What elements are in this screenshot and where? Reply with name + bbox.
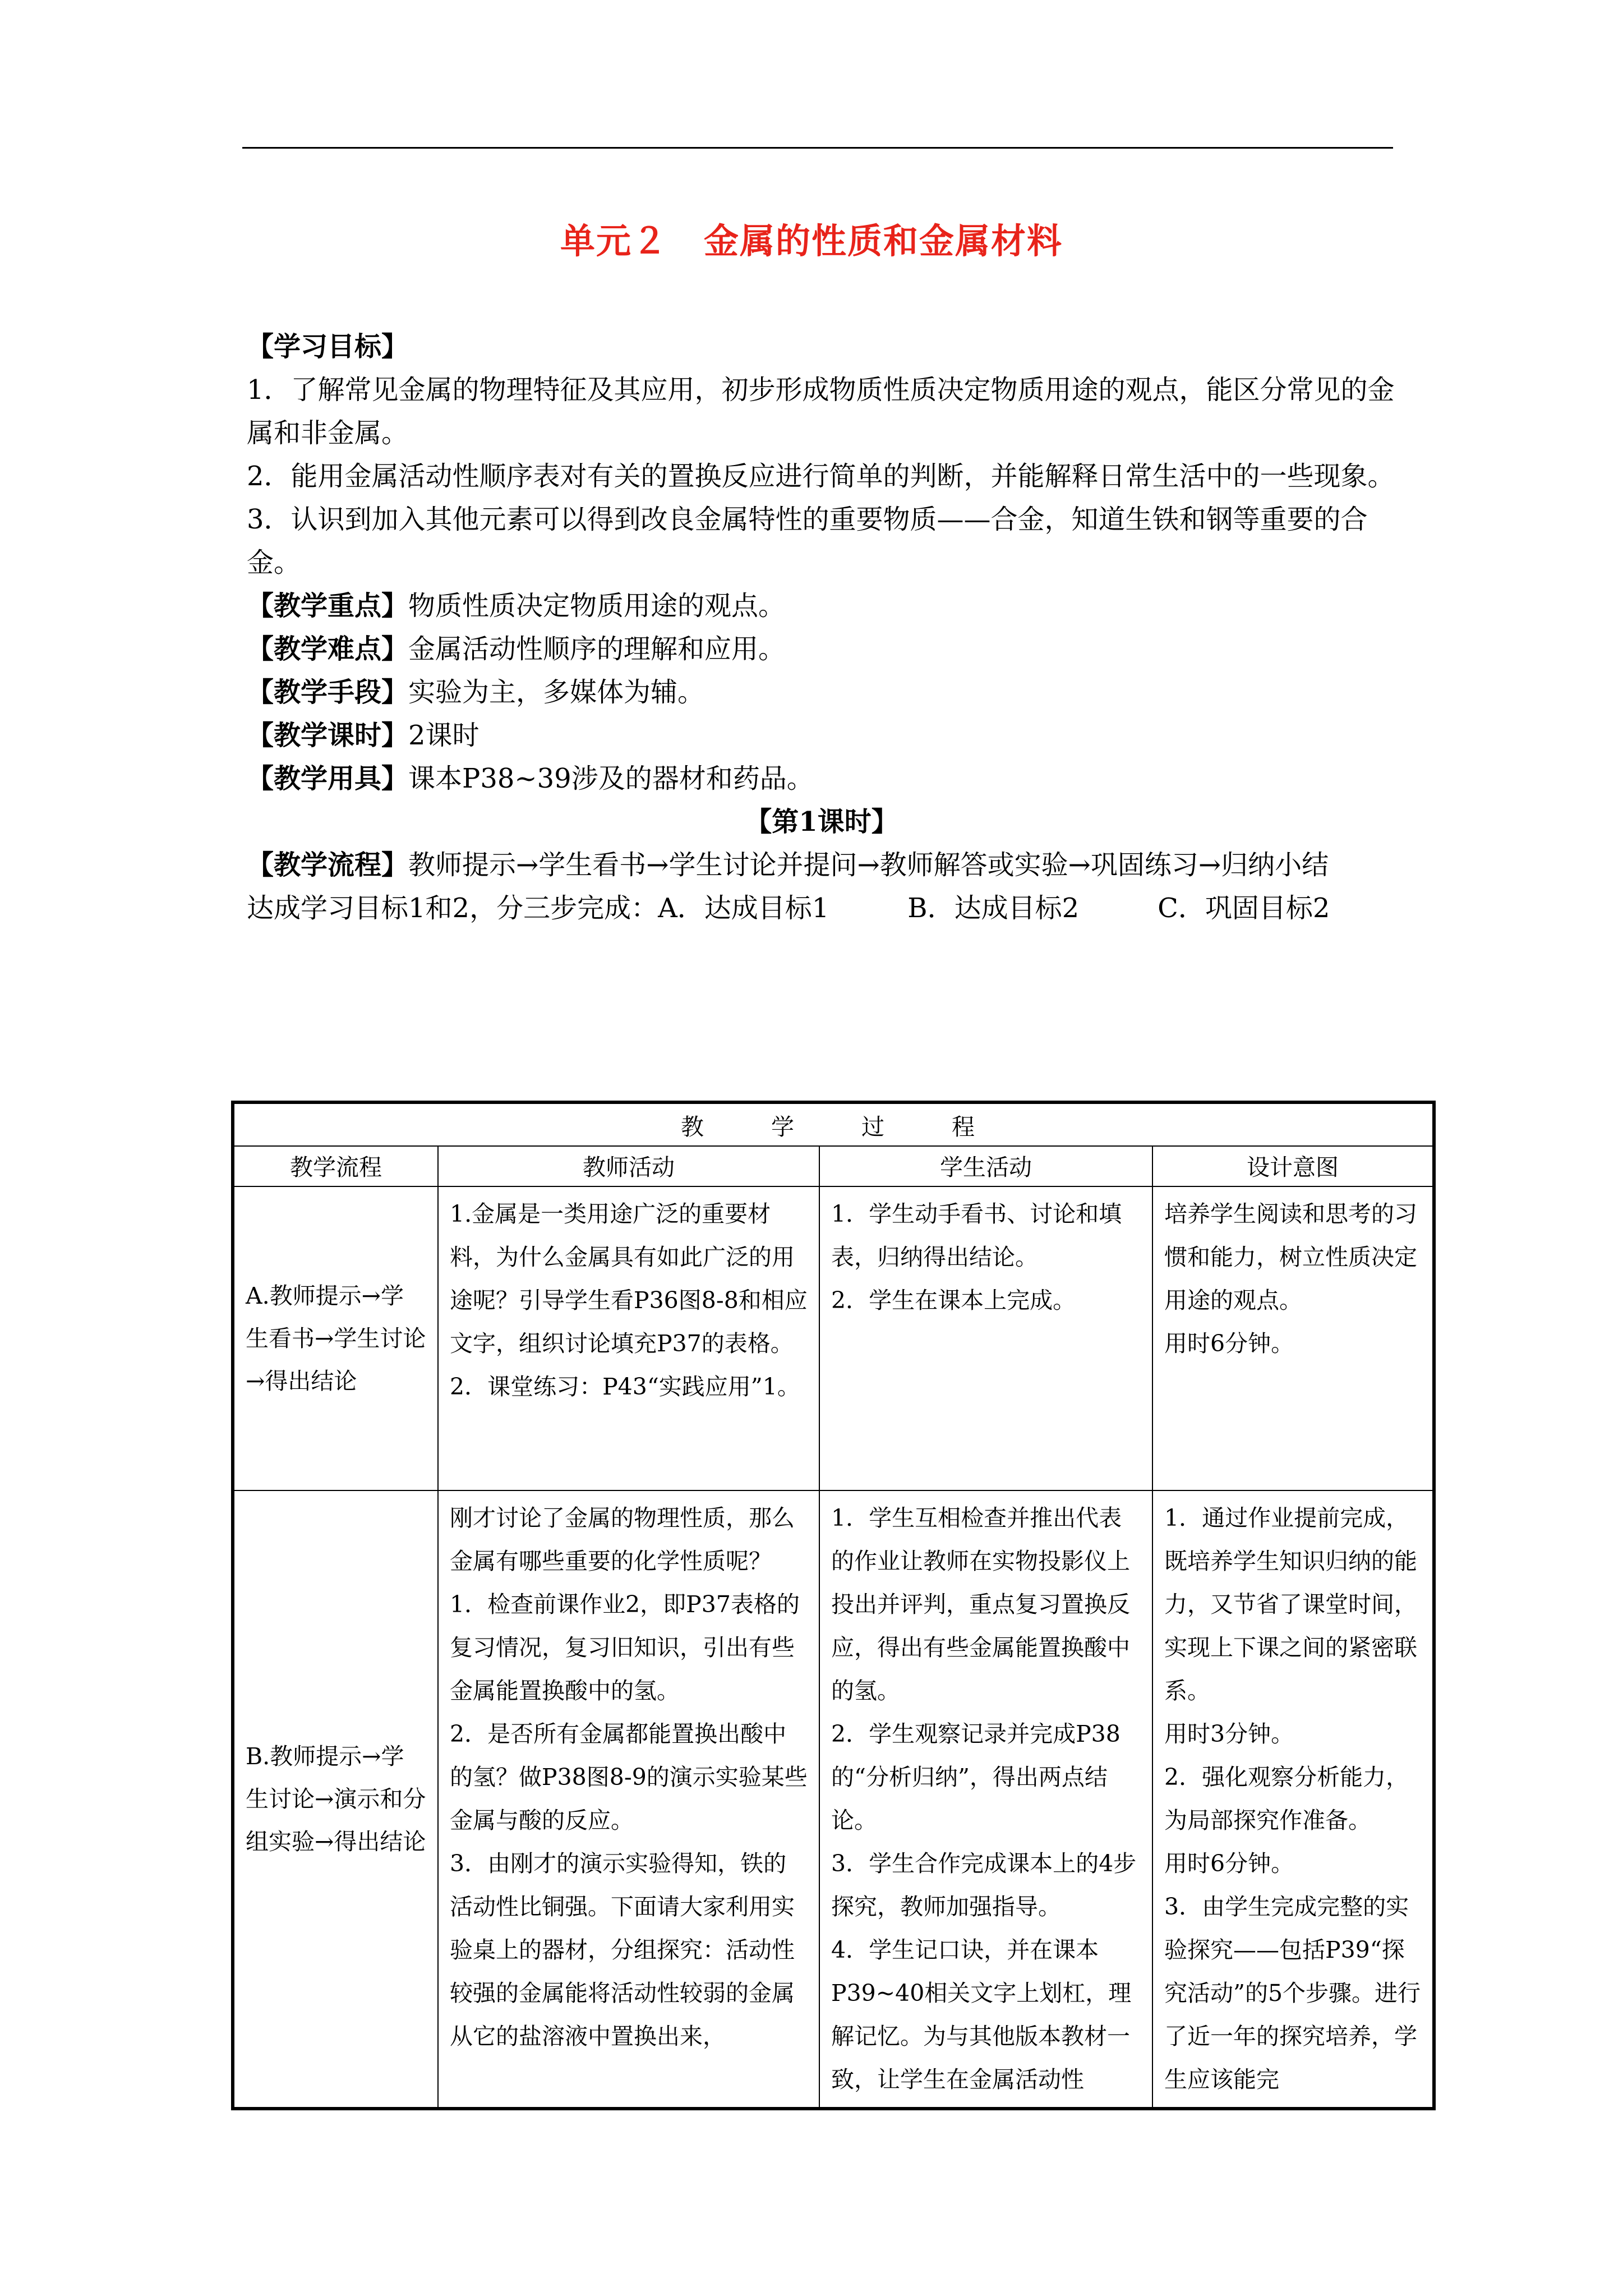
goals-c: C．巩固目标2 (1158, 892, 1330, 924)
cell-paragraph: 2．学生观察记录并完成P38的“分析归纳”，得出两点结论。 (831, 1720, 1121, 1834)
page-title: 单元２ 金属的性质和金属材料 (560, 220, 1063, 261)
cell-paragraph: 3．学生合作完成课本上的4步探究，教师加强指导。 (831, 1850, 1137, 1920)
student-cell (819, 1186, 1152, 1490)
goals-lead: 达成学习目标1和2，分三步完成：A．达成目标1 (247, 892, 829, 924)
info-value: 课本P38~39涉及的器材和药品。 (408, 763, 814, 794)
info-line (247, 714, 1396, 757)
process-table (231, 1101, 1436, 2110)
info-label: 【教学重点】 (247, 590, 409, 622)
teacher-cell (438, 1490, 819, 2109)
table-header-row (233, 1146, 1434, 1186)
objective-item: 1．了解常见金属的物理特征及其应用，初步形成物质性质决定物质用途的观点，能区分常见的金属和非金属。 (247, 374, 1395, 449)
info-value: 2课时 (408, 720, 479, 751)
intent-cell (1152, 1490, 1434, 2109)
cell-paragraph: 用时6分钟。 (1164, 1330, 1294, 1357)
lesson-heading: 【第1课时】 (745, 806, 898, 838)
cell-paragraph: 用时3分钟。 (1164, 1720, 1294, 1747)
info-label: 【教学课时】 (247, 720, 409, 751)
intent-cell (1152, 1186, 1434, 1490)
info-line (247, 628, 1396, 671)
cell-paragraph: 用时6分钟。 (1164, 1850, 1294, 1877)
cell-paragraph: 培养学生阅读和思考的习惯和能力，树立性质决定用途的观点。 (1164, 1200, 1417, 1314)
info-value: 金属活动性顺序的理解和应用。 (408, 633, 786, 665)
column-header: 教学流程 (233, 1146, 438, 1186)
flow-value: 教师提示→学生看书→学生讨论并提问→教师解答或实验→巩固练习→归纳小结 (408, 849, 1329, 881)
table-row (233, 1186, 1434, 1490)
cell-paragraph: 2．是否所有金属都能置换出酸中的氢？做P38图8-9的演示实验某些金属与酸的反应。 (450, 1720, 808, 1834)
cell-paragraph: 3．由刚才的演示实验得知，铁的活动性比铜强。下面请大家利用实验桌上的器材，分组探究：活动性较强的金属能将活动性较弱的金属从它的盐溶液中置换出来， (450, 1850, 795, 2050)
objectives-heading: 【学习目标】 (247, 331, 409, 362)
table-caption-row (233, 1102, 1434, 1146)
column-header: 教师活动 (438, 1146, 819, 1186)
column-header: 学生活动 (819, 1146, 1152, 1186)
stage-cell: B.教师提示→学生讨论→演示和分组实验→得出结论 (233, 1490, 438, 2109)
header-rule (242, 147, 1393, 149)
cell-paragraph: 2．学生在课本上完成。 (831, 1287, 1076, 1314)
info-line (247, 585, 1396, 628)
goals-b: B．达成目标2 (907, 892, 1080, 924)
teacher-cell (438, 1186, 819, 1490)
info-value: 物质性质决定物质用途的观点。 (408, 590, 786, 622)
info-label: 【教学难点】 (247, 633, 409, 665)
table-caption: 教学过程 (233, 1102, 1434, 1146)
goals-line (247, 887, 1396, 930)
info-line (247, 757, 1396, 800)
info-label: 【教学用具】 (247, 763, 409, 794)
table-row (233, 1490, 1434, 2109)
cell-paragraph: 1.金属是一类用途广泛的重要材料，为什么金属具有如此广泛的用途呢？引导学生看P36图8-8和相应文字，组织讨论填充P37的表格。 (450, 1200, 808, 1357)
flow-label: 【教学流程】 (247, 849, 409, 881)
student-cell (819, 1490, 1152, 2109)
info-value: 实验为主，多媒体为辅。 (408, 677, 705, 708)
cell-paragraph: 1．学生动手看书、讨论和填表，归纳得出结论。 (831, 1200, 1122, 1271)
cell-paragraph: 1．学生互相检查并推出代表的作业让教师在实物投影仪上投出并评判，重点复习置换反应，得出有些金属能置换酸中的氢。 (831, 1504, 1130, 1704)
cell-paragraph: 2．强化观察分析能力，为局部探究作准备。 (1164, 1764, 1409, 1834)
flow-line (247, 844, 1396, 887)
cell-paragraph: 2．课堂练习：P43“实践应用”1。 (450, 1373, 800, 1400)
cell-paragraph: 4．学生记口诀，并在课本P39~40相关文字上划杠，理解记忆。为与其他版本教材一致，让学生在金属活动性 (831, 1936, 1132, 2093)
info-line (247, 671, 1396, 714)
cell-paragraph: 1．通过作业提前完成，既培养学生知识归纳的能力，又节省了课堂时间，实现上下课之间的紧密联系。 (1164, 1504, 1417, 1704)
cell-paragraph: 1．检查前课作业2，即P37表格的复习情况，复习旧知识，引出有些金属能置换酸中的氢。 (450, 1591, 800, 1704)
objective-item: 2．能用金属活动性顺序表对有关的置换反应进行简单的判断，并能解释日常生活中的一些现象。 (247, 461, 1395, 492)
info-label: 【教学手段】 (247, 677, 409, 708)
objective-item: 3．认识到加入其他元素可以得到改良金属特性的重要物质——合金，知道生铁和钢等重要的合金。 (247, 504, 1368, 578)
document-body (247, 325, 1396, 930)
stage-cell: A.教师提示→学生看书→学生讨论→得出结论 (233, 1186, 438, 1490)
cell-paragraph: 刚才讨论了金属的物理性质，那么金属有哪些重要的化学性质呢？ (450, 1504, 795, 1575)
cell-paragraph: 3．由学生完成完整的实验探究——包括P39“探究活动”的5个步骤。进行了近一年的探究培养，学生应该能完 (1164, 1893, 1421, 2093)
column-header: 设计意图 (1152, 1146, 1434, 1186)
